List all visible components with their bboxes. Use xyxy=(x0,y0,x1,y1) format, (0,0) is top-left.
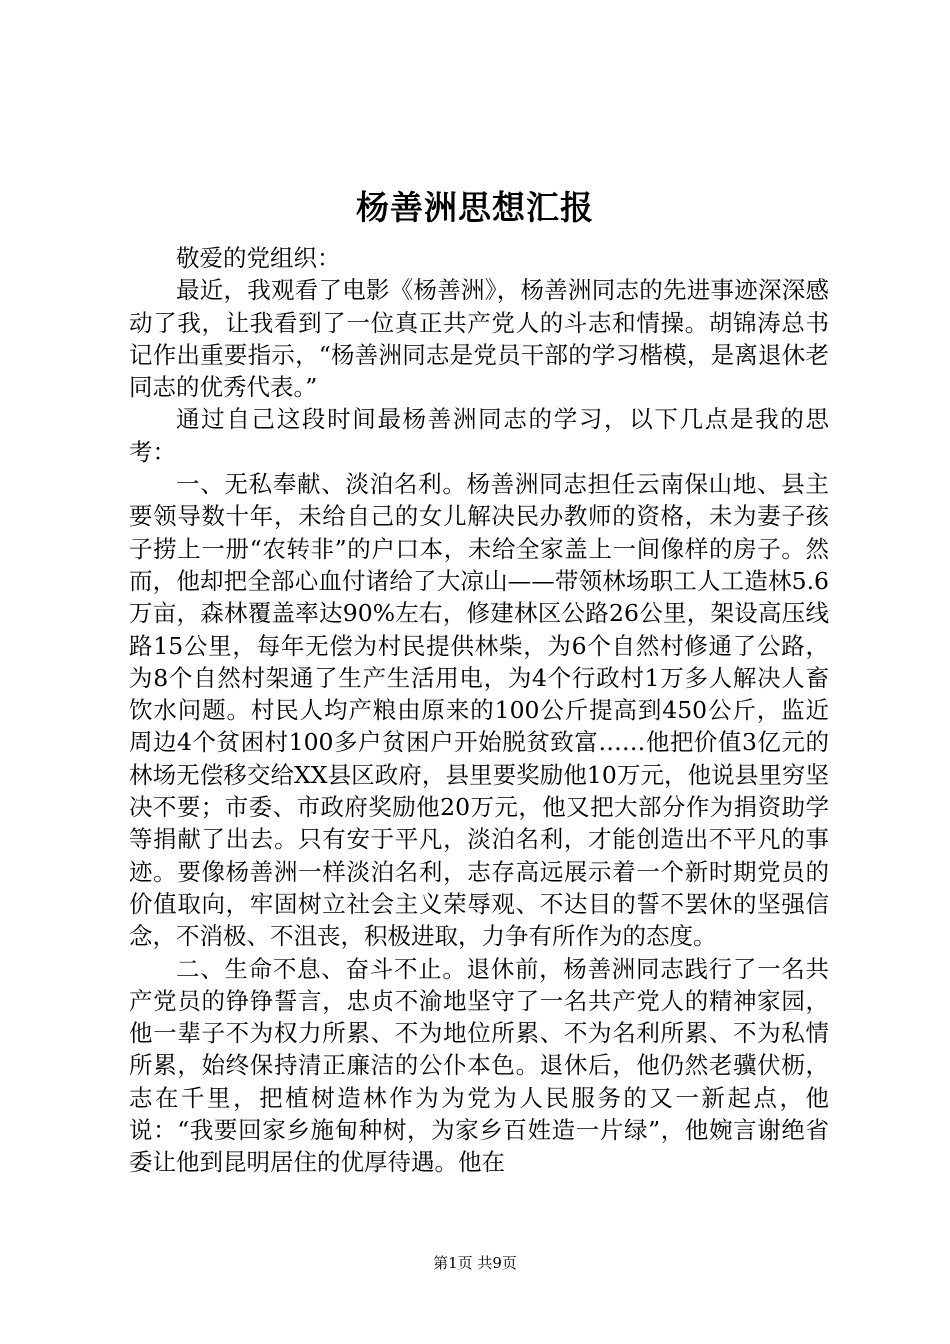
document-title: 杨善洲思想汇报 xyxy=(356,188,594,227)
paragraph-point-one: 一、无私奉献、淡泊名利。杨善洲同志担任云南保山地、县主要领导数十年，未给自己的女儿解决民办教师的资格，未为妻子孩子捞上一册“农转非”的户口本，未给全家盖上一间像样的房子。然而，他却把全部心血付诸给了大凉山——带领林场职工人工造林5.6万亩，森林覆盖率达90%左右，修建林区公路26公里，架设高压线路15公里，每年无偿为村民提供林柴，为6个自然村修通了公路，为8个自然村架通了生产生活用电，为4个行政村1万多人解决人畜饮水问题。村民人均产粮由原来的100公斤提高到450公斤，监近周边4个贫困村100多户贫困户开始脱贫致富……他把价值3亿元的林场无偿移交给XX县区政府，县里要奖励他10万元，他说县里穷坚决不要；市委、市政府奖励他20万元，他又把大部分作为捐资助学等捐献了出去。只有安于平凡，淡泊名利，才能创造出不平凡的事迹。要像杨善洲一样淡泊名利，志存高远展示着一个新时期党员的价值取向，牢固树立社会主义荣辱观、不达目的誓不罢休的坚强信念，不消极、不沮丧，积极进取，力争有所作为的态度。 xyxy=(129,470,829,951)
paragraph-intro: 最近，我观看了电影《杨善洲》，杨善洲同志的先进事迹深深感动了我，让我看到了一位真正共产党人的斗志和情操。胡锦涛总书记作出重要指示，“杨善洲同志是党员干部的学习楷模，是离退休老同志的优秀代表。” xyxy=(129,276,829,402)
page-number-footer: 第1页 共9页 xyxy=(433,1254,517,1272)
paragraph-thoughts: 通过自己这段时间最杨善洲同志的学习，以下几点是我的思考： xyxy=(129,405,829,466)
salutation: 敬爱的党组织： xyxy=(176,244,341,272)
paragraph-point-two: 二、生命不息、奋斗不止。退休前，杨善洲同志践行了一名共产党员的铮铮誓言，忠贞不渝地坚守了一名共产党人的精神家园，他一辈子不为权力所累、不为地位所累、不为名利所累、不为私情所累，始终保持清正廉洁的公仆本色。退休后，他仍然老骥伏枥，志在千里，把植树造林作为为党为人民服务的又一新起点，他说：“我要回家乡施甸种树，为家乡百姓造一片绿”，他婉言谢绝省委让他到昆明居住的优厚待遇。他在 xyxy=(129,954,829,1177)
document-body xyxy=(129,242,829,1179)
